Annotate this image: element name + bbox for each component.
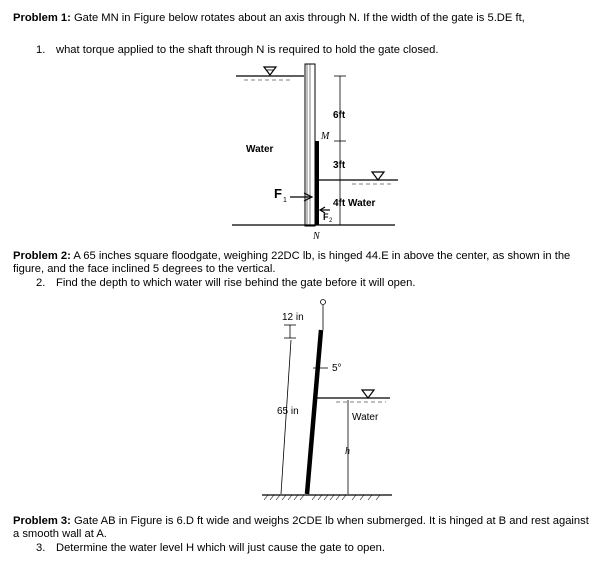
fig2-ground-hatch (264, 495, 380, 500)
fig2-dim-65in-line (281, 340, 291, 494)
fig1-right-water-symbol-icon (372, 172, 384, 180)
fig1-gate-mn (315, 141, 319, 225)
problem1-item-number: 1. (36, 44, 46, 56)
problem3-item-text: Determine the water level H which will just cause the gate to open. (56, 542, 385, 554)
fig1-label-f2-sub: 2 (329, 218, 333, 224)
problem1-text: Gate MN in Figure below rotates about an axis through N. If the width of the gate is 5.DE ft, (73, 12, 525, 24)
fig2-label-65in: 65 in (277, 406, 299, 417)
problem3-heading: Problem 3: (13, 515, 71, 527)
problem3-item-number: 3. (36, 542, 46, 554)
fig1-left-water-symbol-icon (264, 67, 276, 75)
problem2-text: A 65 inches square floodgate, weighing 22DC lb, is hinged 44.E in above the center, as shown in the figure, and the face inclined 5 degrees to the vertical. (13, 250, 571, 275)
problem3-text: Gate AB in Figure is 6.D ft wide and weighs 2CDE lb when submerged. It is hinged at B and rest against a smooth wall at A. (13, 515, 589, 540)
fig2-label-h: h (345, 446, 350, 457)
fig1-label-f1: F (274, 186, 282, 201)
fig2-label-water: Water (352, 412, 379, 423)
fig1-label-n: N (313, 231, 320, 242)
problem2-heading: Problem 2: (13, 250, 71, 262)
fig2-label-12in: 12 in (282, 312, 304, 323)
fig1-label-f2: F (323, 212, 329, 222)
problem1-heading: Problem 1: (13, 12, 71, 24)
fig1-label-4ft-water: 4ft Water (333, 198, 376, 209)
fig1-label-3ft: 3ft (333, 160, 346, 171)
problem2-item-text: Find the depth to which water will rise behind the gate before it will open. (56, 277, 416, 289)
fig1-label-6ft: 6ft (333, 110, 346, 121)
problem1-item-text: what torque applied to the shaft through N is required to hold the gate closed. (56, 44, 439, 56)
fig2-hinge-pin-icon (321, 300, 326, 305)
fig2-label-5deg: 5° (332, 363, 342, 374)
figure2 (262, 300, 392, 501)
fig1-label-water: Water (246, 144, 274, 155)
fig2-water-symbol-icon (362, 390, 374, 398)
fig2-gate (307, 330, 321, 494)
fig1-label-m: M (321, 131, 330, 142)
figure1 (232, 64, 398, 242)
problem2-item-number: 2. (36, 277, 46, 289)
fig1-label-f1-sub: 1 (283, 197, 287, 204)
